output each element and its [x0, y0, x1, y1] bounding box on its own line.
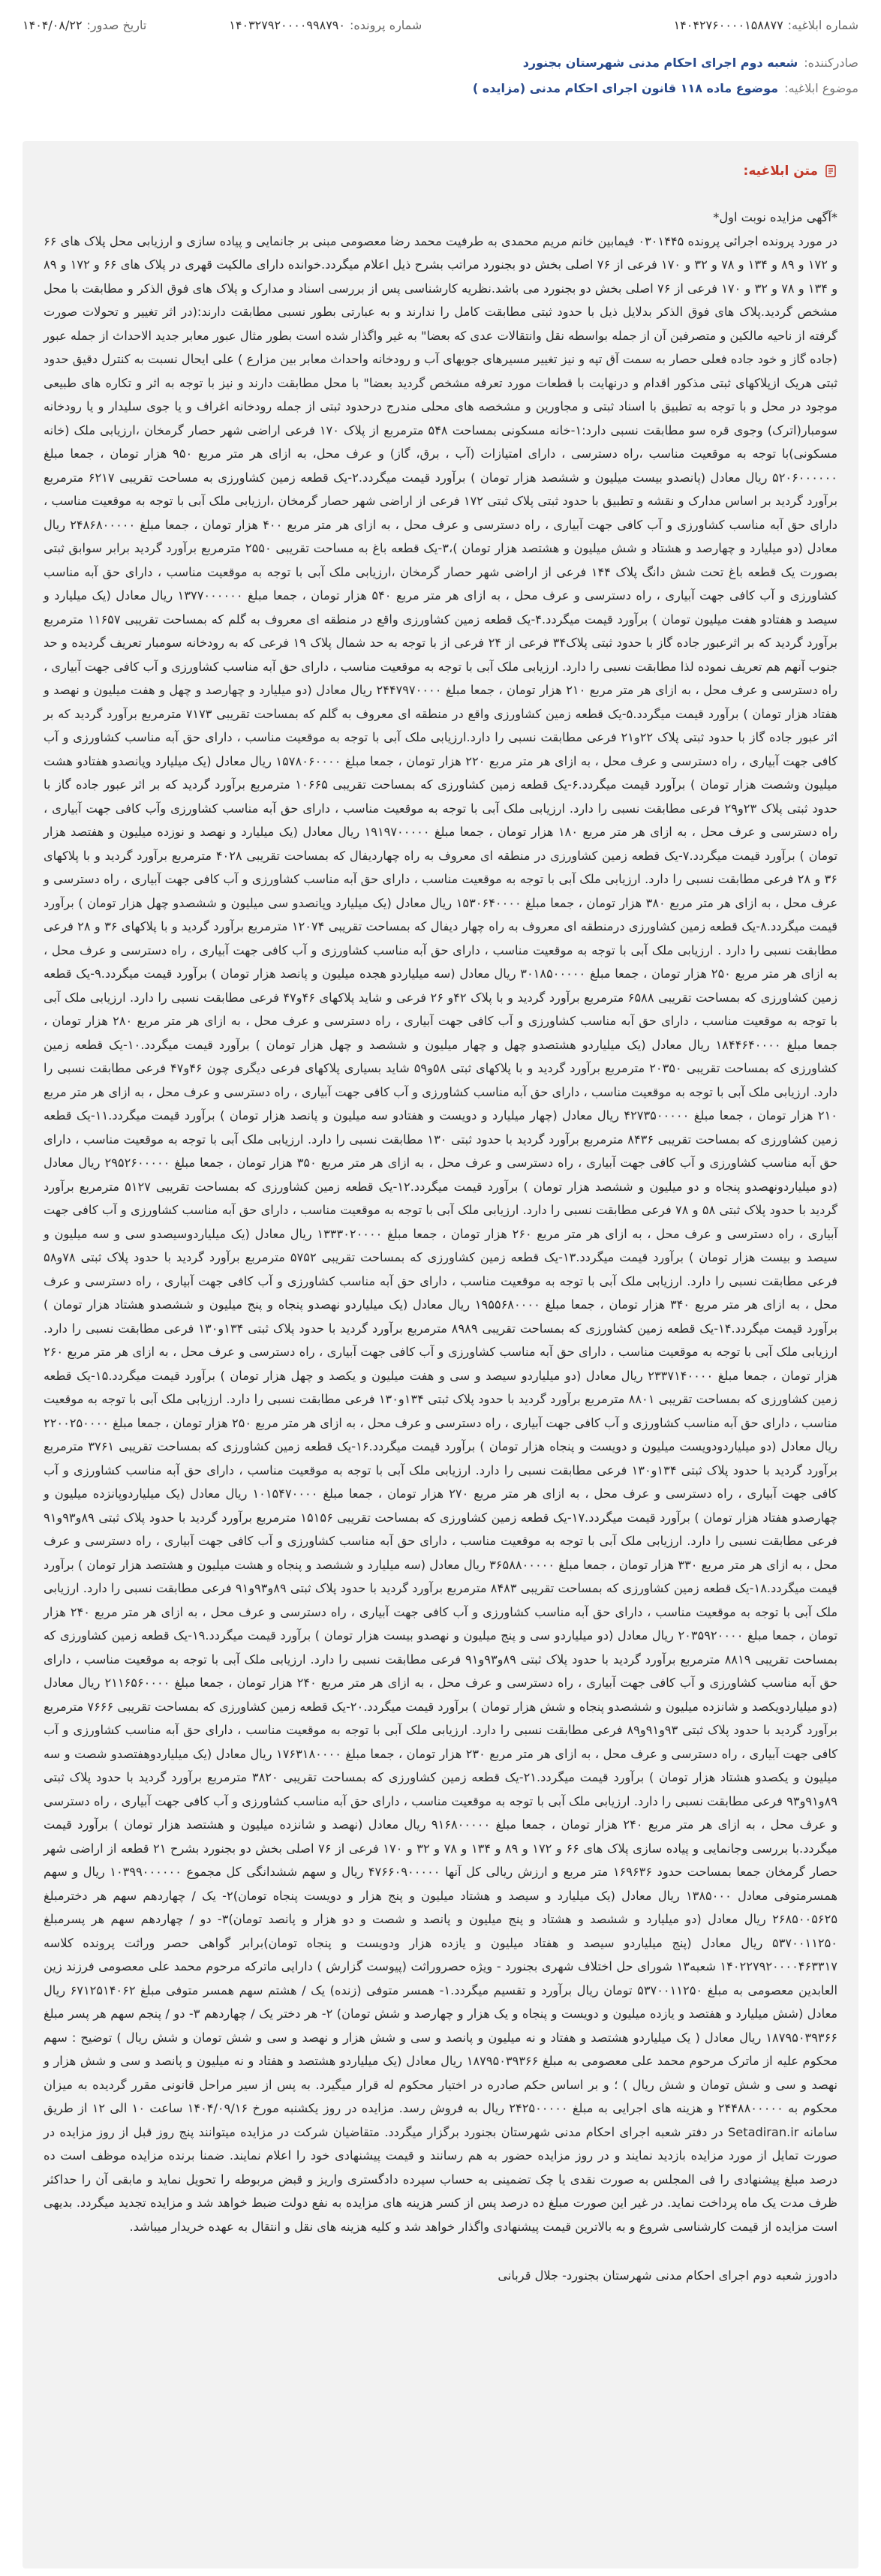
issuer-label: صادرکننده:	[804, 55, 858, 70]
case-number	[229, 18, 422, 32]
notice-number	[674, 18, 858, 32]
signature: دادورز شعبه دوم اجرای احکام مدنی شهرستان بجنورد- جلال قربانی	[498, 2268, 837, 2283]
subject-line	[0, 75, 881, 101]
document-icon	[824, 164, 837, 178]
issue-date	[23, 18, 146, 32]
subject-label: موضوع ابلاغیه:	[784, 80, 858, 95]
notice-number-label: شماره ابلاغیه:	[787, 17, 858, 32]
issue-date-label: تاریخ صدور:	[86, 17, 147, 32]
notice-body: *آگهی مزایده نوبت اول* در مورد پرونده اجرائی پرونده ۰۳۰۱۴۴۵ فیمابین خانم مریم محمدی به طرفیت محمد رضا معصومی مبنی بر جانمایی و پیاده سازی و ارزیابی محل پلاک های ۶۶ و ۱۷۲ و ۸۹ و ۱۳۴ و ۷۸ و ۳۲ و ۱۷۰ فرعی از ۷۶ اصلی بخش دو بجنورد مراتب بشرح ذیل اعلام میگردد.خوانده دارای مالکیت قهری در پلاک های ۶۶ و ۱۷۲ و ۸۹ و ۱۳۴ و ۷۸ و ۳۲ و ۱۷۰ فرعی از ۷۶ اصلی بخش دو بجنورد می باشد.نظریه کارشناسی پس از بررسی اسناد و مدارک و پلاک های فوق الذکر و مطابقت با محل مشخص گردید.پلاک های فوق الذکر بدلایل ذیل با حدود ثبتی مطابقت کامل را ندارند و به عبارتی بطور نسبی مطابقت دارند:(در اثر تغییر و تحولات صورت گرفته از ناحیه مالکین و متصرفین آن از جمله بواسطه نقل وانتقالات عدی که بعضا" به غیر واگذار شده است بطور مثال عبور معابر جدید الاحداث از جمله عبور (جاده گاز و خود جاده فعلی حصار به سمت آق تپه و نیز تغییر مسیرهای جویهای آب و رودخانه واحداث معابر بین مزارع ) علی ایحال نسبت به کنترل دقیق حدود ثبتی هریک ازپلاکهای ثبتی مذکور اقدام و درنهایت با قطعات مورد تعرفه مشخص گردید بعضا" با محل مطابقت دارند و نیز با توجه به اثر و تکاره های طبیعی موجود در محل و با توجه به تطبیق با اسناد ثبتی و مجاورین و مشخصه های محلی مندرج درحدود ثبتی از جمله رودخانه اغراف و یا جوی سلیدار و یا رودخانه سومبار(اترک) وجوی قره سو مطابقت نسبی دارد:۱-خانه مسکونی بمساحت ۵۴۸ مترمربع از پلاک ۱۷۰ فرعی اراضی شهر حصار گرمخان ،ارزیابی ملک (خانه مسکونی)با توجه به موقعیت مناسب ،راه دسترسی ، دارای امتیازات (آب ، برق، گاز) و عرف محل، به ازای هر متر مربع ۹۵۰ هزار تومان ، جمعا مبلغ ۵۲۰۶۰۰۰۰۰۰ ریال معادل (پانصدو بیست میلیون و ششصد هزار تومان ) برآورد قیمت میگردد.۲-یک قطعه زمین کشاورزی به مساحت تقریبی ۶۲۱۷ مترمربع برآورد گردید بر اساس مدارک و نقشه و تطبیق با حدود ثبتی پلاک ثبتی ۱۷۲ فرعی از اراضی شهر حصار گرمخان ،ارزیابی ملک آبی با توجه به موقعیت مناسب ، دارای حق آبه مناسب کشاورزی و آب کافی جهت آبیاری ، راه دسترسی و عرف محل ، به ازای هر متر مربع ۴۰۰ هزار تومان ، جمعا مبلغ ۲۴۸۶۸۰۰۰۰۰ ریال معادل (دو میلیارد و چهارصد و هشتاد و شش میلیون و هشتصد هزار تومان )،۳-یک قطعه باغ به مساحت تقریبی ۲۵۵۰ مترمربع برآورد گردید برابر سوابق ثبتی بصورت یک قطعه باغ تحت شش دانگ پلاک ۱۴۴ فرعی از اراضی شهر حصار گرمخان ،ارزیابی ملک آبی با توجه به موقعیت مناسب ، دارای حق آبه مناسب کشاورزی و آب کافی جهت آبیاری ، راه دسترسی و عرف محل ، به ازای هر متر مربع ۵۴۰ هزار تومان ، جمعا مبلغ ۱۳۷۷۰۰۰۰۰۰ ریال معادل (یک میلیارد و سیصد و هفتادو هفت میلیون تومان ) برآورد قیمت میگردد.۴-یک قطعه زمین کشاورزی واقع در منطقه ای معروف به گلم که بمساحت تقریبی ۱۱۶۵۷ مترمربع برآورد گردید که بر اثرعبور جاده گاز با حدود ثبتی پلاک۳۴ فرعی از ۲۴ فرعی از با توجه به حد شمال پلاک ۱۹ فرعی که به رودخانه سومبار تعریف گردیده و حد جنوب آنهم هم تعریف نموده لذا مطابقت نسبی را دارد. ارزیابی ملک آبی با توجه به موقعیت مناسب ، دارای حق آبه مناسب کشاورزی و آب کافی جهت آبیاری ، راه دسترسی و عرف محل ، به ازای هر متر مربع ۲۱۰ هزار تومان ، جمعا مبلغ ۲۴۴۷۹۷۰۰۰۰ ریال معادل (دو میلیارد و چهارصد و چهل و هفت میلیون و نهصد و هفتاد هزار تومان ) برآورد قیمت میگردد.۵-یک قطعه زمین کشاورزی واقع در منطقه ای معروف به گلم که بمساحت تقریبی ۷۱۷۳ مترمربع برآورد گردید که بر اثر عبور جاده گاز با حدود ثبتی پلاک ۲۲و۲۱ فرعی مطابقت نسبی را دارد.ارزیابی ملک آبی با توجه به موقعیت مناسب ، دارای حق آبه مناسب کشاورزی و آب کافی جهت آبیاری ، راه دسترسی و عرف محل ، به ازای هر متر مربع ۲۲۰ هزار تومان ، جمعا مبلغ ۱۵۷۸۰۶۰۰۰۰ ریال معادل (یک میلیارد وپانصدو هفتادو هشت میلیون وشصت هزار تومان ) برآورد قیمت میگردد.۶-یک قطعه زمین کشاورزی که بمساحت تقریبی ۱۰۶۶۵ مترمربع برآورد گردید که بر اثر عبور جاده گاز با حدود ثبتی پلاک ۲۳و۲۹ فرعی مطابقت نسبی را دارد. ارزیابی ملک آبی با توجه به موقعیت مناسب ، دارای حق آبه مناسب کشاورزی وآب کافی جهت آبیاری ، راه دسترسی و عرف محل ، به ازای هر متر مربع ۱۸۰ هزار تومان ، جمعا مبلغ ۱۹۱۹۷۰۰۰۰۰ ریال معادل (یک میلیارد و نهصد و نوزده میلیون و هفتصد هزار تومان ) برآورد قیمت میگردد.۷-یک قطعه زمین کشاورزی در منطقه ای معروف به راه چهاردیفال که بمساحت تقریبی ۴۰۲۸ مترمربع برآورد گردید و با پلاکهای ۳۶ و ۲۸ فرعی مطابقت نسبی را دارد. ارزیابی ملک آبی با توجه به موقعیت مناسب ، دارای حق آبه مناسب کشاورزی و آب کافی جهت آبیاری ، راه دسترسی و عرف محل ، به ازای هر متر مربع ۳۸۰ هزار تومان ، جمعا مبلغ ۱۵۳۰۶۴۰۰۰۰ ریال معادل (یک میلیارد وپانصدو سی میلیون و ششصدو چهل هزار تومان ) برآورد قیمت میگردد.۸-یک قطعه زمین کشاورزی درمنطقه ای معروف به راه چهار دیفال که بمساحت تقریبی ۱۲۰۷۴ مترمربع برآورد گردید و با پلاکهای ۳۶ و ۲۸ فرعی مطابقت نسبی را دارد . ارزیابی ملک آبی با توجه به موقعیت مناسب ، دارای حق آبه مناسب کشاورزی و آب کافی جهت آبیاری ، راه دسترسی و عرف محل ، به ازای هر متر مربع ۲۵۰ هزار تومان ، جمعا مبلغ ۳۰۱۸۵۰۰۰۰۰ ریال معادل (سه میلیاردو هجده میلیون و پانصد هزار تومان ) برآورد قیمت میگردد.۹-یک قطعه زمین کشاورزی که بمساحت تقریبی ۶۵۸۸ مترمربع برآورد گردید و با پلاک ۴۲و ۲۶ فرعی و شاید پلاکهای ۴۶و۴۷ فرعی مطابقت نسبی را دارد. ارزیابی ملک آبی با توجه به موقعیت مناسب ، دارای حق آبه مناسب کشاورزی و آب کافی جهت آبیاری ، راه دسترسی و عرف محل ، به ازای هر متر مربع ۲۸۰ هزار تومان ، جمعا مبلغ ۱۸۴۴۶۴۰۰۰۰ ریال معادل (یک میلیاردو هشتصدو چهل و چهار میلیون و ششصد و چهل هزار تومان ) برآورد قیمت میگردد.۱۰-یک قطعه زمین کشاورزی که بمساحت تقریبی ۲۰۳۵۰ مترمربع برآورد گردید و با پلاکهای ثبتی ۵۸و۵۹ شاید بسیاری پلاکهای فرعی دیگری چون ۴۶و۴۷ فرعی مطابقت نسبی را دارد. ارزیابی ملک آبی با توجه به موقعیت مناسب ، دارای حق آبه مناسب کشاورزی و آب کافی جهت آبیاری ، راه دسترسی و عرف محل ، به ازای هر متر مربع ۲۱۰ هزار تومان ، جمعا مبلغ ۴۲۷۳۵۰۰۰۰۰ ریال معادل (چهار میلیارد و دویست و هفتادو سه میلیون و پانصد هزار تومان ) برآورد قیمت میگردد.۱۱-یک قطعه زمین کشاورزی که بمساحت تقریبی ۸۴۳۶ مترمربع برآورد گردید با حدود ثبتی ۱۳۰ مطابقت نسبی را دارد. ارزیابی ملک آبی با توجه به موقعیت مناسب ، دارای حق آبه مناسب کشاورزی و آب کافی جهت آبیاری ، راه دسترسی و عرف محل ، به ازای هر متر مربع ۳۵۰ هزار تومان ، جمعا مبلغ ۲۹۵۲۶۰۰۰۰۰ ریال معادل (دو میلیاردونهصدو پنجاه و دو میلیون و ششصد هزار تومان ) برآورد قیمت میگردد.۱۲-یک قطعه زمین کشاورزی که بمساحت تقریبی ۵۱۲۷ مترمربع برآورد گردید با حدود پلاک ثبتی ۵۸ و ۷۸ فرعی مطابقت نسبی را دارد. ارزیابی ملک آبی با توجه به موقعیت مناسب ، دارای حق آبه مناسب کشاورزی و آب کافی جهت آبیاری ، راه دسترسی و عرف محل ، به ازای هر متر مربع ۲۶۰ هزار تومان ، جمعا مبلغ ۱۳۳۳۰۲۰۰۰۰ ریال معادل (یک میلیاردوسیصدو سی و سه میلیون و سیصد و بیست هزار تومان ) برآورد قیمت میگردد.۱۳-یک قطعه زمین کشاورزی که بمساحت تقریبی ۵۷۵۲ مترمربع برآورد گردید با حدود پلاک ثبتی ۷۸و۵۸ فرعی مطابقت نسبی را دارد. ارزیابی ملک آبی با توجه به موقعیت مناسب ، دارای حق آبه مناسب کشاورزی و آب کافی جهت آبیاری ، راه دسترسی و عرف محل ، به ازای هر متر مربع ۳۴۰ هزار تومان ، جمعا مبلغ ۱۹۵۵۶۸۰۰۰۰ ریال معادل (یک میلیاردو نهصدو پنجاه و پنج میلیون و ششصدو هشتاد هزار تومان ) برآورد قیمت میگردد.۱۴-یک قطعه زمین کشاورزی که بمساحت تقریبی ۸۹۸۹ مترمربع برآورد گردید با حدود پلاک ثبتی ۱۳۴و۱۳۰ فرعی مطابقت نسبی را دارد. ارزیابی ملک آبی با توجه به موقعیت مناسب ، دارای حق آبه مناسب کشاورزی و آب کافی جهت آبیاری ، راه دسترسی و عرف محل ، به ازای هر متر مربع ۲۶۰ هزار تومان ، جمعا مبلغ ۲۳۳۷۱۴۰۰۰۰ ریال معادل (دو میلیاردو سیصد و سی و هفت میلیون و یکصد و چهل هزار تومان ) برآورد قیمت میگردد.۱۵-یک قطعه زمین کشاورزی که بمساحت تقریبی ۸۸۰۱ مترمربع برآورد گردید با حدود پلاک ثبتی ۱۳۴و۱۳۰ فرعی مطابقت نسبی را دارد. ارزیابی ملک آبی با توجه به موقعیت مناسب ، دارای حق آبه مناسب کشاورزی و آب کافی جهت آبیاری ، راه دسترسی و عرف محل ، به ازای هر متر مربع ۲۵۰ هزار تومان ، جمعا مبلغ ۲۲۰۰۲۵۰۰۰۰ ریال معادل (دو میلیاردودویست میلیون و دویست و پنجاه هزار تومان ) برآورد قیمت میگردد.۱۶-یک قطعه زمین کشاورزی که بمساحت تقریبی ۳۷۶۱ مترمربع برآورد گردید با حدود پلاک ثبتی ۱۳۴و۱۳۰ فرعی مطابقت نسبی را دارد. ارزیابی ملک آبی با توجه به موقعیت مناسب ، دارای حق آبه مناسب کشاورزی و آب کافی جهت آبیاری ، راه دسترسی و عرف محل ، به ازای هر متر مربع ۲۷۰ هزار تومان ، جمعا مبلغ ۱۰۱۵۴۷۰۰۰۰ ریال معادل (یک میلیاردوپانزده میلیون و چهارصدو هفتاد هزار تومان ) برآورد قیمت میگردد.۱۷-یک قطعه زمین کشاورزی که بمساحت تقریبی ۱۵۱۵۶ مترمربع برآورد گردید با حدود پلاک ثبتی ۸۹و۹۳و۹۱ فرعی مطابقت نسبی را دارد. ارزیابی ملک آبی با توجه به موقعیت مناسب ، دارای حق آبه مناسب کشاورزی و آب کافی جهت آبیاری ، راه دسترسی و عرف محل ، به ازای هر متر مربع ۳۳۰ هزار تومان ، جمعا مبلغ ۳۶۵۸۸۰۰۰۰۰ ریال معادل (سه میلیارد و ششصد و پنجاه و هشت میلیون و هشتصد هزار تومان ) برآورد قیمت میگردد.۱۸-یک قطعه زمین کشاورزی که بمساحت تقریبی ۸۴۸۳ مترمربع برآورد گردید با حدود پلاک ثبتی ۸۹و۹۳و۹۱ فرعی مطابقت نسبی را دارد. ارزیابی ملک آبی با توجه به موقعیت مناسب ، دارای حق آبه مناسب کشاورزی و آب کافی جهت آبیاری ، راه دسترسی و عرف محل ، به ازای هر متر مربع ۲۴۰ هزار تومان ، جمعا مبلغ ۲۰۳۵۹۲۰۰۰۰ ریال معادل (دو میلیاردو سی و پنج میلیون و نهصدو بیست هزار تومان ) برآورد قیمت میگردد.۱۹-یک قطعه زمین کشاورزی که بمساحت تقریبی ۸۸۱۹ مترمربع برآورد گردید با حدود پلاک ثبتی ۸۹و۹۳و۹۱ فرعی مطابقت نسبی را دارد. ارزیابی ملک آبی با توجه به موقعیت مناسب ، دارای حق آبه مناسب کشاورزی و آب کافی جهت آبیاری ، راه دسترسی و عرف محل ، به ازای هر متر مربع ۲۴۰ هزار تومان ، جمعا مبلغ ۲۱۱۶۵۶۰۰۰۰ ریال معادل (دو میلیاردویکصد و شانزده میلیون و ششصدو پنجاه و شش هزار تومان ) برآورد قیمت میگردد.۲۰-یک قطعه زمین کشاورزی که بمساحت تقریبی ۷۶۶۶ مترمربع برآورد گردید با حدود پلاک ثبتی ۹۳و۹۱و۸۹ فرعی مطابقت نسبی را دارد. ارزیابی ملک آبی با توجه به موقعیت مناسب ، دارای حق آبه مناسب کشاورزی و آب کافی جهت آبیاری ، راه دسترسی و عرف محل ، به ازای هر متر مربع ۲۳۰ هزار تومان ، جمعا مبلغ ۱۷۶۳۱۸۰۰۰۰ ریال معادل (یک میلیاردوهفتصدو شصت و سه میلیون و یکصدو هشتاد هزار تومان ) برآورد قیمت میگردد.۲۱-یک قطعه زمین کشاورزی که بمساحت تقریبی ۳۸۲۰ مترمربع برآورد گردید با حدود پلاک ثبتی ۸۹و۹۱و۹۳ فرعی مطابقت نسبی را دارد. ارزیابی ملک آبی با توجه به موقعیت مناسب ، دارای حق آبه مناسب کشاورزی و آب کافی جهت آبیاری ، راه دسترسی و عرف محل ، به ازای هر متر مربع ۲۴۰ هزار تومان ، جمعا مبلغ ۹۱۶۸۰۰۰۰۰ ریال معادل (نهصد و شانزده میلیون و هشتصد هزار تومان ) برآورد قیمت میگردد.با بررسی وجانمایی و پیاده سازی پلاک های ۶۶ و ۱۷۲ و ۸۹ و ۱۳۴ و ۷۸ و ۳۲ و ۱۷۰ فرعی از ۷۶ اصلی بخش دو بجنورد بشرح ۲۱ قطعه از اراضی شهر حصار گرمخان جمعا بمساحت حدود ۱۶۹۶۳۶ متر مربع و ارزش ریالی کل آنها ۴۷۶۶۰۹۰۰۰۰۰ ریال و سهم ششدانگی کل مجموع ۱۰۳۹۹۰۰۰۰۰۰ ریال و سهم همسرمتوفی معادل ۱۳۸۵۰۰۰ ریال معادل (یک میلیارد و سیصد و هشتاد میلیون و پنج هزار و دویست پنجاه تومان)۲- یک / چهاردهم سهم هر دخترمبلغ ۲۶۸۵۰۰۵۶۲۵ ریال معادل (دو میلیارد و ششصد و هشتاد و پنج میلیون و پانصد و شصت و دو هزار و پانصد تومان)۳- دو / چهاردهم سهم هر پسرمبلغ ۵۳۷۰۰۱۱۲۵۰ ریال معادل (پنج میلیاردو سیصد و هفتاد میلیون و یازده هزار ودویست و پنجاه تومان)برابر گواهی حصر وراثت پرونده کلاسه ۱۴۰۲۲۷۹۲۰۰۰۰۴۶۳۳۱۷ شعبه۱۳ شورای حل اختلاف شهری بجنورد - ویژه حصروراثت (پیوست گزارش ) دارایی ماترکه مرحوم محمد علی معصومی فرزند زین العابدین معصومی به مبلغ ۵۳۷۰۰۱۱۲۵۰ تومان ریال برآورد و تقسیم میگردد.۱- همسر متوفی (زنده) یک / هشتم سهم همسر متوفی مبلغ ۶۷۱۲۵۱۴۰۶۲ ریال معادل (شش میلیارد و هفتصد و یازده میلیون و دویست و پنجاه و یک هزار و چهارصد و شش تومان) ۲- هر دختر یک / چهاردهم ۳- دو / پنجم سهم هر پسر مبلغ ۱۸۷۹۵۰۳۹۳۶۶ ریال معادل ( یک میلیاردو هشتصد و هفتاد و نه میلیون و پانصد و سی و شش هزار و نهصد و سی و شش تومان و شش ریال ) توضیح : سهم محکوم علیه از ماترک مرحوم محمد علی معصومی به مبلغ ۱۸۷۹۵۰۳۹۳۶۶ ریال معادل (یک میلیاردو هشتصد و هفتاد و نه میلیون و پانصد و سی و شش هزار و نهصد و سی و شش تومان و شش ریال ) ؛ و بر اساس حکم صادره در اختیار محکوم له قرار میگیرد. به پس از سیر مراحل قانونی مقرر گردیده به میزان محکوم به ۲۴۴۸۸۰۰۰۰۰ و هزینه های اجرایی به مبلغ ۲۴۲۵۰۰۰۰۰ ریال به فروش رسد. مزایده در روز یکشنبه مورخ ۱۴۰۴/۰۹/۱۶ ساعت ۱۰ الی ۱۲ از طریق سامانه Setadiran.ir در دفتر شعبه اجرای احکام مدنی شهرستان بجنورد برگزار میگردد. متقاضیان شرکت در مزایده میتوانند پنج روز قبل از روز مزایده در صورت تمایل از مورد مزایده بازدید نمایند و در روز مزایده حضور به هم رسانند و قیمت پیشنهادی خود را اعلام نمایند. ضمنا برنده مزایده موظف است ده درصد مبلغ پیشنهادی را فی المجلس به صورت نقدی یا چک تضمینی به حساب سپرده دادگستری واریز و قبض مربوطه را تحویل نماید و مابقی آن را حداکثر ظرف مدت یک ماه پرداخت نماید. در غیر این صورت مبلغ ده درصد پس از کسر هزینه های مزایده به نفع دولت ضبط خواهد شد و مزایده تجدید میگردد. بدیهی است مزایده از قیمت کارشناسی شروع و به بالاترین قیمت پیشنهادی واگذار خواهد شد و کلیه هزینه های نقل و انتقال به عهده خریدار میباشد.	[44, 210, 838, 2234]
notice-number-value: ۱۴۰۴۲۷۶۰۰۰۰۱۵۸۸۷۷	[673, 17, 783, 32]
panel-title-label: متن ابلاغیه:	[743, 164, 818, 179]
issuer-value: شعبه دوم اجرای احکام مدنی شهرستان بجنورد	[522, 55, 798, 70]
issuer-line	[0, 50, 881, 75]
case-number-value: ۱۴۰۳۲۷۹۲۰۰۰۰۹۹۸۷۹۰	[229, 17, 345, 32]
notice-header	[0, 0, 881, 50]
panel-title	[44, 156, 837, 186]
notice-text-panel	[23, 141, 858, 2568]
case-number-label: شماره پرونده:	[349, 17, 422, 32]
issue-date-value: ۱۴۰۴/۰۸/۲۲	[23, 17, 83, 32]
subject-value: موضوع ماده ۱۱۸ قانون اجرای احکام مدنی (مزایده )	[472, 80, 779, 95]
